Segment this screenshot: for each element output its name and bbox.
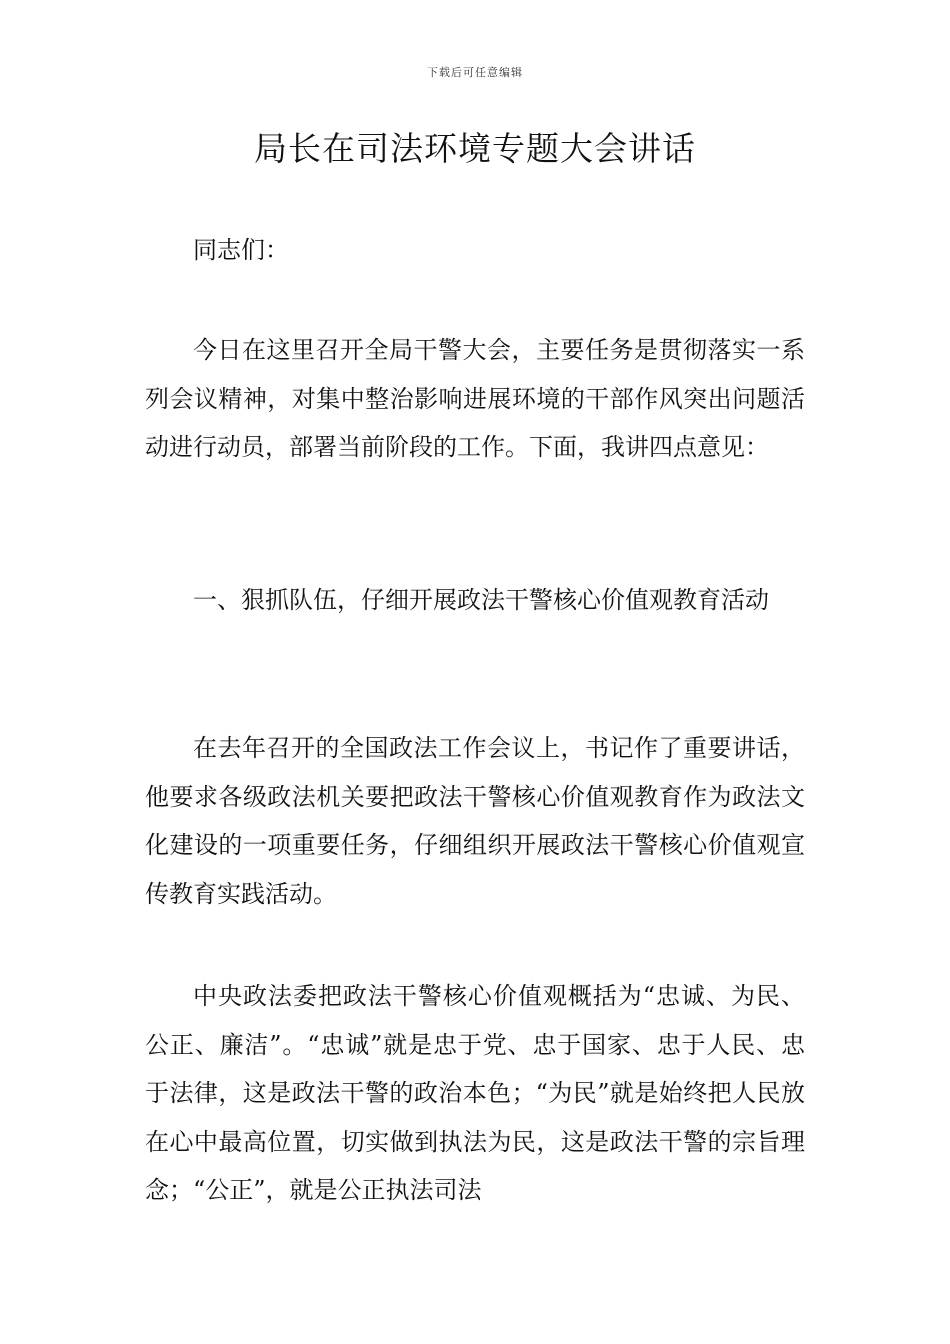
document-title: 局长在司法环境专题大会讲话 — [254, 129, 696, 168]
section-1-heading: 一、狠抓队伍，仔细开展政法干警核心价值观教育活动 — [193, 586, 769, 614]
section-heading-block — [145, 576, 805, 625]
section-1-paragraph-2: 中央政法委把政法干警核心价值观概括为“忠诚、为民、公正、廉洁”。“忠诚”就是忠于党、忠于国家、忠于人民、忠于法律，这是政法干警的政治本色；“为民”就是始终把人民放在心中最高位置，切实做到执法为民，这是政法干警的宗旨理念；“公正”，就是公正执法司法 — [145, 982, 805, 1204]
intro-paragraph: 今日在这里召开全局干警大会，主要任务是贯彻落实一系列会议精神，对集中整治影响进展环境的干部作风突出问题活动进行动员，部署当前阶段的工作。下面，我讲四点意见： — [145, 336, 805, 461]
section-1-paragraph-1: 在去年召开的全国政法工作会议上，书记作了重要讲话，他要求各级政法机关要把政法干警核心价值观教育作为政法文化建设的一项重要任务，仔细组织开展政法干警核心价值观宣传教育实践活动。 — [145, 734, 805, 908]
intro-paragraph-block — [145, 326, 805, 472]
greeting-block — [145, 226, 805, 275]
section-1-paragraph-2-block — [145, 972, 805, 1215]
header-note: 下载后可任意编辑 — [427, 66, 523, 79]
section-1-paragraph-1-block — [145, 724, 805, 918]
greeting-text: 同志们： — [193, 236, 289, 264]
